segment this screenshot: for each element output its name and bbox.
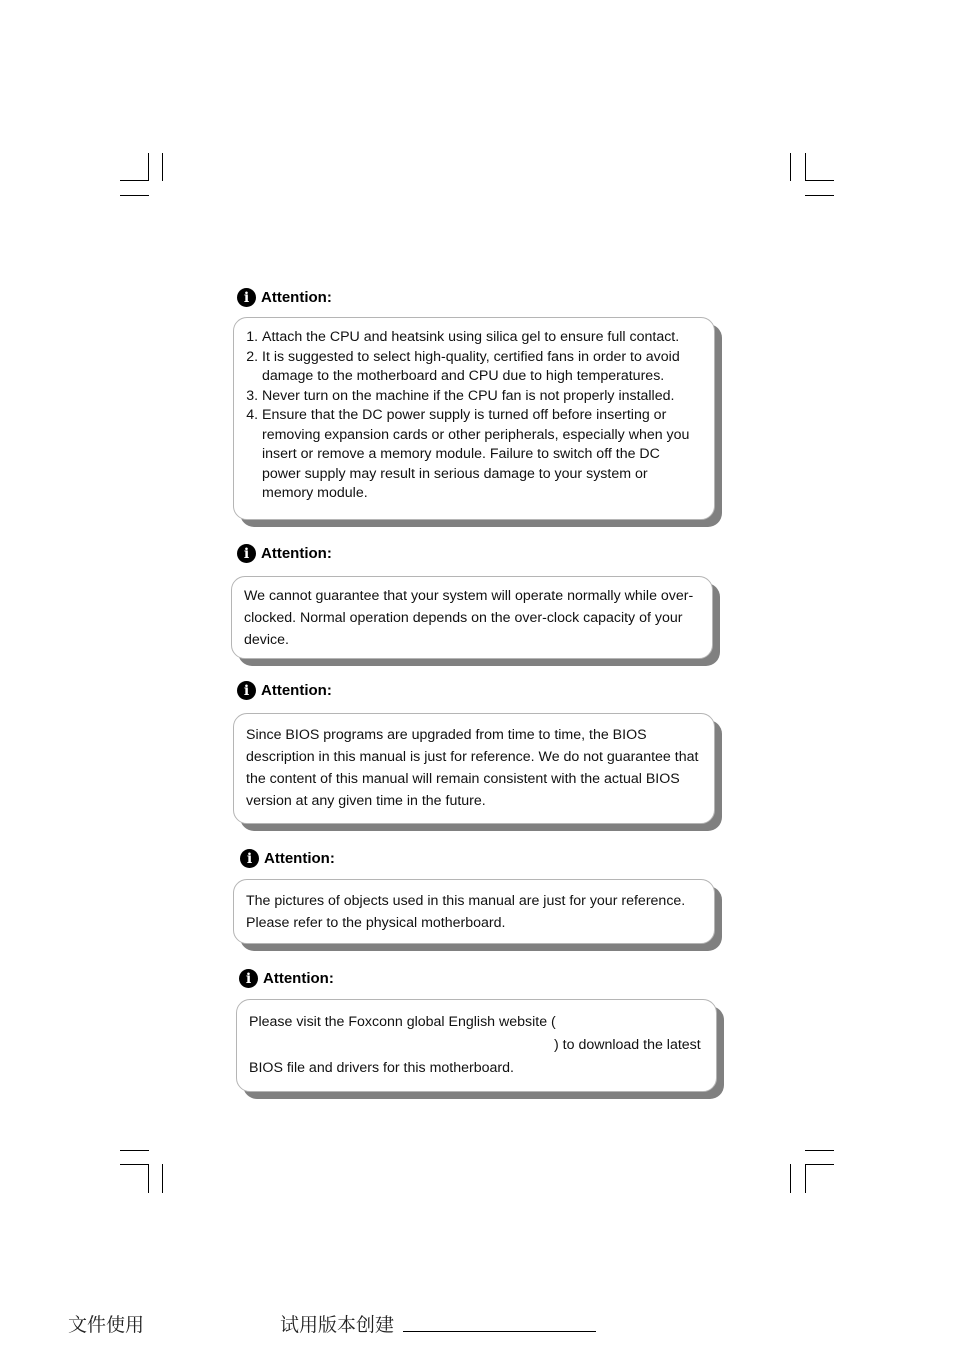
crop-mark [148,1164,149,1193]
crop-mark [120,180,149,181]
list-item: 1. Attach the CPU and heatsink using silica gel to ensure full contact. [262,328,702,348]
attention-text: The pictures of objects used in this manual are just for your reference. Please refer to the physical motherboard. [246,893,686,931]
website-text-after: ) to download the latest BIOS file and drivers for this motherboard. [249,1037,701,1076]
website-text-before: Please visit the Foxconn global English website ( [249,1014,556,1030]
attention-label: Attention: [261,545,332,562]
crop-mark [162,153,163,181]
crop-mark [805,153,806,181]
footer-underline [403,1331,596,1332]
attention-text [249,1011,704,1080]
info-icon: i [237,288,256,307]
list-item: 2. It is suggested to select high-quality, certified fans in order to avoid damage to the motherboard and CPU due to high temperatures. [262,348,702,387]
attention-heading [237,544,332,563]
crop-mark [790,153,791,181]
attention-label: Attention: [261,682,332,699]
attention-text: We cannot guarantee that your system will operate normally while over-clocked. Normal operation depends on the over-clock capacity of your device. [244,588,694,648]
attention-label: Attention: [261,289,332,306]
attention-heading [239,969,334,988]
attention-heading [237,681,332,700]
crop-mark [790,1164,791,1193]
footer-left-text: 文件使用 [68,1314,145,1336]
attention-label: Attention: [264,850,335,867]
info-icon: i [237,681,256,700]
attention-box [233,713,715,824]
crop-mark [120,1164,149,1165]
info-icon: i [240,849,259,868]
crop-mark [120,1150,149,1151]
info-icon: i [237,544,256,563]
attention-box [233,317,715,520]
crop-mark [805,195,834,196]
crop-mark [805,1150,834,1151]
list-item: 4. Ensure that the DC power supply is turned off before inserting or removing expansion cards or other peripherals, especially when you insert or remove a memory module. Failure to switch off the DC power supply may result in serious damage to your system or memory module. [262,406,702,504]
crop-mark [805,1164,806,1193]
attention-heading [237,288,332,307]
list-item: 3. Never turn on the machine if the CPU fan is not properly installed. [262,387,702,407]
attention-label: Attention: [263,970,334,987]
crop-mark [805,1164,834,1165]
attention-list [246,328,702,504]
info-icon: i [239,969,258,988]
attention-box [233,879,715,944]
attention-heading [240,849,335,868]
crop-mark [805,180,834,181]
crop-mark [120,195,149,196]
attention-box [236,999,717,1092]
crop-mark [162,1164,163,1193]
footer-right-text: 试用版本创建 [280,1314,395,1336]
crop-mark [148,153,149,181]
attention-box [231,576,713,659]
attention-text: Since BIOS programs are upgraded from time to time, the BIOS description in this manual is just for reference. We do not guarantee that the content of this manual will remain consistent with the actual BIOS version at any given time in the future. [246,727,699,809]
